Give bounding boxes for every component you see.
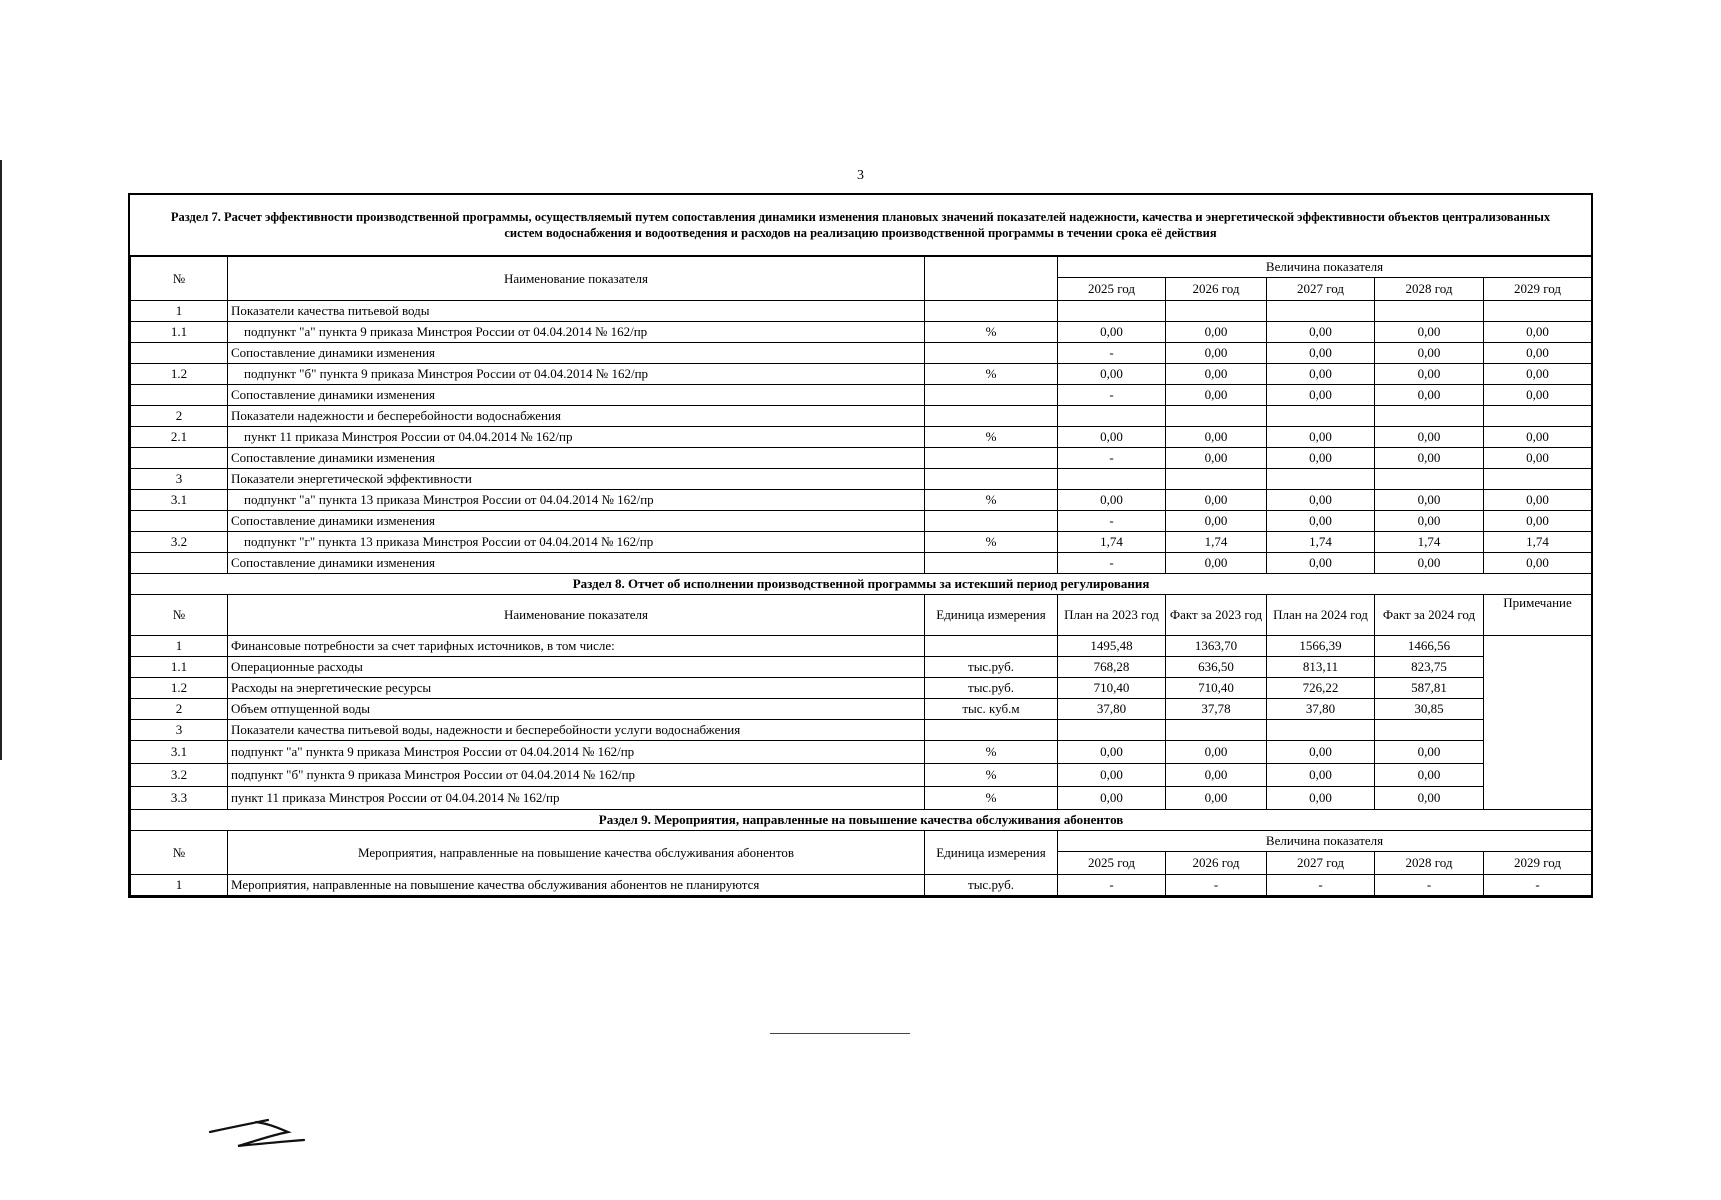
s7-row-unit xyxy=(925,406,1058,427)
s7-row-num: 1.2 xyxy=(131,364,228,385)
s7-row-value: 0,00 xyxy=(1166,385,1267,406)
s7-row-unit: % xyxy=(925,364,1058,385)
s8-row-value: 30,85 xyxy=(1375,699,1484,720)
s8-row-unit: % xyxy=(925,741,1058,764)
s7-row xyxy=(131,301,1592,322)
s7-row-name: пункт 11 приказа Минстроя России от 04.04.2014 № 162/пр xyxy=(228,427,925,448)
s8-row-unit: % xyxy=(925,764,1058,787)
s8-row-value: 37,80 xyxy=(1058,699,1166,720)
s8-row-value xyxy=(1166,720,1267,741)
s7-row-unit: % xyxy=(925,532,1058,553)
s9-row-num: 1 xyxy=(131,875,228,896)
s9-row-value: - xyxy=(1375,875,1484,896)
s7-row-num: 2.1 xyxy=(131,427,228,448)
s8-row-name: Финансовые потребности за счет тарифных источников, в том числе: xyxy=(228,636,925,657)
s8-row-unit xyxy=(925,720,1058,741)
s7-row-value xyxy=(1267,406,1375,427)
s7-row-name: Показатели надежности и бесперебойности водоснабжения xyxy=(228,406,925,427)
s7-row-name: Показатели качества питьевой воды xyxy=(228,301,925,322)
s7-row-name: Показатели энергетической эффективности xyxy=(228,469,925,490)
s7-row-num: 1.1 xyxy=(131,322,228,343)
s7-row-value: 1,74 xyxy=(1058,532,1166,553)
s8-row-name: подпункт "а" пункта 9 приказа Минстроя России от 04.04.2014 № 162/пр xyxy=(228,741,925,764)
s8-row xyxy=(131,764,1592,787)
s7-row-value: 0,00 xyxy=(1375,553,1484,574)
s7-row-value: 0,00 xyxy=(1166,364,1267,385)
section7-title: Раздел 7. Расчет эффективности производственной программы, осуществляемый путем сопоставления динамики изменения плановых значений показателей надежности, качества и энергетической эффективности объектов централизованных систем водоснабжения и водоотведения и расходов на реализацию производственной программы в течении срока её действия xyxy=(130,195,1591,256)
s7-row-value: 1,74 xyxy=(1267,532,1375,553)
s8-row-value xyxy=(1375,720,1484,741)
s7-row-unit: % xyxy=(925,322,1058,343)
s8-header-col: Факт за 2023 год xyxy=(1166,595,1267,636)
s7-row-num: 1 xyxy=(131,301,228,322)
s8-row-value: 0,00 xyxy=(1058,741,1166,764)
s7-row xyxy=(131,406,1592,427)
s7-row-unit xyxy=(925,301,1058,322)
s7-row-value: 0,00 xyxy=(1166,448,1267,469)
section9-title: Раздел 9. Мероприятия, направленные на повышение качества обслуживания абонентов xyxy=(131,810,1592,831)
s7-row-unit: % xyxy=(925,427,1058,448)
s7-row-name: Сопоставление динамики изменения xyxy=(228,385,925,406)
s8-row-num: 1 xyxy=(131,636,228,657)
s7-row-value: 0,00 xyxy=(1375,448,1484,469)
s7-row-value: - xyxy=(1058,448,1166,469)
s7-row xyxy=(131,511,1592,532)
s7-header-unit xyxy=(925,257,1058,301)
s7-row-name: подпункт "г" пункта 13 приказа Минстроя России от 04.04.2014 № 162/пр xyxy=(228,532,925,553)
s7-row-name: Сопоставление динамики изменения xyxy=(228,343,925,364)
s7-row-num xyxy=(131,553,228,574)
s7-row-value xyxy=(1484,469,1592,490)
s7-row-value xyxy=(1375,301,1484,322)
s8-row-value: 0,00 xyxy=(1267,741,1375,764)
s7-row-name: Сопоставление динамики изменения xyxy=(228,511,925,532)
s8-row-value: 0,00 xyxy=(1166,787,1267,810)
s7-row-value xyxy=(1058,406,1166,427)
s7-row-value: 0,00 xyxy=(1375,322,1484,343)
s7-row-value: 0,00 xyxy=(1375,364,1484,385)
s7-row-num xyxy=(131,385,228,406)
s7-row-num: 3.2 xyxy=(131,532,228,553)
s8-row xyxy=(131,720,1592,741)
s7-row-value: 1,74 xyxy=(1375,532,1484,553)
s7-row-value: 0,00 xyxy=(1484,385,1592,406)
s8-row-value: 0,00 xyxy=(1375,741,1484,764)
s7-row-value: 0,00 xyxy=(1058,490,1166,511)
s7-row-value: 0,00 xyxy=(1166,343,1267,364)
s9-row-value: - xyxy=(1058,875,1166,896)
s8-row-value: 823,75 xyxy=(1375,657,1484,678)
s8-row xyxy=(131,787,1592,810)
s8-row-value: 813,11 xyxy=(1267,657,1375,678)
s7-row-num xyxy=(131,511,228,532)
s7-year: 2029 год xyxy=(1484,278,1592,301)
s7-row xyxy=(131,322,1592,343)
s8-row-unit: тыс. куб.м xyxy=(925,699,1058,720)
s7-row xyxy=(131,469,1592,490)
s8-row-num: 1.1 xyxy=(131,657,228,678)
s7-row-value: 0,00 xyxy=(1375,385,1484,406)
s7-year: 2026 год xyxy=(1166,278,1267,301)
s7-row-num xyxy=(131,448,228,469)
s7-row-value xyxy=(1166,301,1267,322)
s7-row-value: 0,00 xyxy=(1267,364,1375,385)
s7-row xyxy=(131,490,1592,511)
s8-row-unit: % xyxy=(925,787,1058,810)
s7-row-unit xyxy=(925,343,1058,364)
s7-year: 2025 год xyxy=(1058,278,1166,301)
s7-row-value: 0,00 xyxy=(1166,553,1267,574)
s9-row-value: - xyxy=(1166,875,1267,896)
s7-row-value: 1,74 xyxy=(1484,532,1592,553)
s8-row xyxy=(131,657,1592,678)
s7-row-value: - xyxy=(1058,553,1166,574)
s7-row-unit xyxy=(925,448,1058,469)
s7-row-value: 0,00 xyxy=(1267,427,1375,448)
s7-row-value: 0,00 xyxy=(1058,364,1166,385)
s7-row-value xyxy=(1484,301,1592,322)
s8-header-unit: Единица измерения xyxy=(925,595,1058,636)
s7-row-value: 0,00 xyxy=(1484,553,1592,574)
document-frame xyxy=(128,193,1593,898)
s7-header-num: № xyxy=(131,257,228,301)
s7-row xyxy=(131,553,1592,574)
s7-row-value: - xyxy=(1058,385,1166,406)
s7-row-value: 0,00 xyxy=(1484,427,1592,448)
s9-header-unit: Единица измерения xyxy=(925,831,1058,875)
s7-row-value: - xyxy=(1058,511,1166,532)
s9-year: 2026 год xyxy=(1166,852,1267,875)
s7-row-value: 0,00 xyxy=(1267,490,1375,511)
s7-row-value xyxy=(1058,301,1166,322)
s8-row-name: Объем отпущенной воды xyxy=(228,699,925,720)
s7-row-unit xyxy=(925,511,1058,532)
s8-row-name: Показатели качества питьевой воды, надежности и бесперебойности услуги водоснабжения xyxy=(228,720,925,741)
s8-row xyxy=(131,636,1592,657)
s8-header-name: Наименование показателя xyxy=(228,595,925,636)
s8-row-num: 3.1 xyxy=(131,741,228,764)
footer-rule xyxy=(770,1033,910,1034)
s8-row-value: 0,00 xyxy=(1267,764,1375,787)
s8-header-col: План на 2023 год xyxy=(1058,595,1166,636)
s7-row-value: 0,00 xyxy=(1375,427,1484,448)
s7-year: 2028 год xyxy=(1375,278,1484,301)
s7-row-unit xyxy=(925,469,1058,490)
s9-year: 2025 год xyxy=(1058,852,1166,875)
s7-row-name: Сопоставление динамики изменения xyxy=(228,553,925,574)
s8-row-num: 2 xyxy=(131,699,228,720)
s9-row-name: Мероприятия, направленные на повышение качества обслуживания абонентов не планируются xyxy=(228,875,925,896)
s8-row-name: Расходы на энергетические ресурсы xyxy=(228,678,925,699)
section9-table xyxy=(131,810,1592,896)
s8-header-note: Примечание xyxy=(1484,595,1592,636)
s8-row-value: 1363,70 xyxy=(1166,636,1267,657)
s7-row-value: 0,00 xyxy=(1484,490,1592,511)
s8-header-col: Факт за 2024 год xyxy=(1375,595,1484,636)
s7-row-num: 3.1 xyxy=(131,490,228,511)
s7-row-value: 0,00 xyxy=(1058,322,1166,343)
s7-row-value: 0,00 xyxy=(1166,511,1267,532)
signature-stroke-icon xyxy=(208,1110,318,1150)
s7-row-value: 0,00 xyxy=(1484,448,1592,469)
s7-row-num xyxy=(131,343,228,364)
s7-row-value: 0,00 xyxy=(1166,490,1267,511)
s7-row-value: 0,00 xyxy=(1267,385,1375,406)
s8-header-col: План на 2024 год xyxy=(1267,595,1375,636)
s8-row-value: 0,00 xyxy=(1058,764,1166,787)
s8-row-value: 0,00 xyxy=(1166,741,1267,764)
s7-row-value: - xyxy=(1058,343,1166,364)
s9-row-value: - xyxy=(1267,875,1375,896)
s7-row-num: 3 xyxy=(131,469,228,490)
s8-row-value: 0,00 xyxy=(1375,787,1484,810)
s7-row-value: 0,00 xyxy=(1375,511,1484,532)
s8-row-value: 0,00 xyxy=(1166,764,1267,787)
s7-row-value: 0,00 xyxy=(1058,427,1166,448)
s7-row-value xyxy=(1058,469,1166,490)
s8-row-num: 1.2 xyxy=(131,678,228,699)
s8-row-value: 636,50 xyxy=(1166,657,1267,678)
s7-row xyxy=(131,364,1592,385)
signature-image xyxy=(208,1110,318,1155)
s8-row-value: 726,22 xyxy=(1267,678,1375,699)
s9-year: 2028 год xyxy=(1375,852,1484,875)
s8-row-num: 3.2 xyxy=(131,764,228,787)
report-table xyxy=(130,256,1592,896)
s9-year: 2029 год xyxy=(1484,852,1592,875)
s7-row xyxy=(131,532,1592,553)
s8-row-value: 710,40 xyxy=(1166,678,1267,699)
s8-row-value xyxy=(1267,720,1375,741)
s7-header-name: Наименование показателя xyxy=(228,257,925,301)
s7-row-value xyxy=(1267,301,1375,322)
s7-row xyxy=(131,427,1592,448)
s7-row xyxy=(131,448,1592,469)
s8-row xyxy=(131,699,1592,720)
s7-row-value: 0,00 xyxy=(1267,511,1375,532)
s7-row-value xyxy=(1484,406,1592,427)
s7-row-value: 0,00 xyxy=(1267,448,1375,469)
s7-row xyxy=(131,343,1592,364)
s7-row-value xyxy=(1375,406,1484,427)
s8-row-value: 37,80 xyxy=(1267,699,1375,720)
s8-row-name: пункт 11 приказа Минстроя России от 04.04.2014 № 162/пр xyxy=(228,787,925,810)
s7-row-name: подпункт "а" пункта 9 приказа Минстроя России от 04.04.2014 № 162/пр xyxy=(228,322,925,343)
s8-row xyxy=(131,741,1592,764)
s7-row-value xyxy=(1375,469,1484,490)
s8-row xyxy=(131,678,1592,699)
s7-row-unit: % xyxy=(925,490,1058,511)
s7-row-value: 1,74 xyxy=(1166,532,1267,553)
s9-row-value: - xyxy=(1484,875,1592,896)
s8-row-value: 37,78 xyxy=(1166,699,1267,720)
s7-row-value: 0,00 xyxy=(1484,322,1592,343)
s7-row-value xyxy=(1166,469,1267,490)
s8-row-unit: тыс.руб. xyxy=(925,657,1058,678)
s7-row-name: подпункт "б" пункта 9 приказа Минстроя России от 04.04.2014 № 162/пр xyxy=(228,364,925,385)
s9-header-num: № xyxy=(131,831,228,875)
s9-header-name: Мероприятия, направленные на повышение качества обслуживания абонентов xyxy=(228,831,925,875)
s8-row-value: 1466,56 xyxy=(1375,636,1484,657)
s8-header-num: № xyxy=(131,595,228,636)
s7-row-num: 2 xyxy=(131,406,228,427)
s7-row-name: Сопоставление динамики изменения xyxy=(228,448,925,469)
s8-row-value: 710,40 xyxy=(1058,678,1166,699)
s8-row-num: 3 xyxy=(131,720,228,741)
s7-row-value: 0,00 xyxy=(1267,553,1375,574)
s7-row-value: 0,00 xyxy=(1166,427,1267,448)
scan-edge xyxy=(0,160,2,760)
s8-row-num: 3.3 xyxy=(131,787,228,810)
s7-year: 2027 год xyxy=(1267,278,1375,301)
s7-row-value: 0,00 xyxy=(1484,511,1592,532)
s7-row-name: подпункт "а" пункта 13 приказа Минстроя России от 04.04.2014 № 162/пр xyxy=(228,490,925,511)
s9-row xyxy=(131,875,1592,896)
s8-row-value: 0,00 xyxy=(1375,764,1484,787)
s7-row-value: 0,00 xyxy=(1375,343,1484,364)
s8-row-name: Операционные расходы xyxy=(228,657,925,678)
s7-row-unit xyxy=(925,385,1058,406)
s9-year: 2027 год xyxy=(1267,852,1375,875)
s8-row-unit xyxy=(925,636,1058,657)
s8-row-value: 1495,48 xyxy=(1058,636,1166,657)
page-number: 3 xyxy=(857,168,864,183)
s7-row-value: 0,00 xyxy=(1375,490,1484,511)
s8-row-value: 0,00 xyxy=(1267,787,1375,810)
s7-row-value xyxy=(1267,469,1375,490)
s7-row-value: 0,00 xyxy=(1166,322,1267,343)
s8-row-value: 0,00 xyxy=(1058,787,1166,810)
s7-row-value: 0,00 xyxy=(1484,343,1592,364)
s8-row-value: 1566,39 xyxy=(1267,636,1375,657)
s7-row-value: 0,00 xyxy=(1267,343,1375,364)
s8-row-name: подпункт "б" пункта 9 приказа Минстроя России от 04.04.2014 № 162/пр xyxy=(228,764,925,787)
s7-row-unit xyxy=(925,553,1058,574)
s7-row xyxy=(131,385,1592,406)
s8-row-value: 587,81 xyxy=(1375,678,1484,699)
section8-table xyxy=(131,574,1592,810)
section7-table xyxy=(131,257,1592,574)
s8-row-value xyxy=(1058,720,1166,741)
s8-row-unit: тыс.руб. xyxy=(925,678,1058,699)
s7-row-value: 0,00 xyxy=(1267,322,1375,343)
s9-header-group: Величина показателя xyxy=(1058,831,1592,852)
s8-note-cell xyxy=(1484,636,1592,810)
s8-row-value: 768,28 xyxy=(1058,657,1166,678)
s7-row-value xyxy=(1166,406,1267,427)
section8-title: Раздел 8. Отчет об исполнении производственной программы за истекший период регулирования xyxy=(131,574,1592,595)
s7-row-value: 0,00 xyxy=(1484,364,1592,385)
s7-header-group: Величина показателя xyxy=(1058,257,1592,278)
s9-row-unit: тыс.руб. xyxy=(925,875,1058,896)
